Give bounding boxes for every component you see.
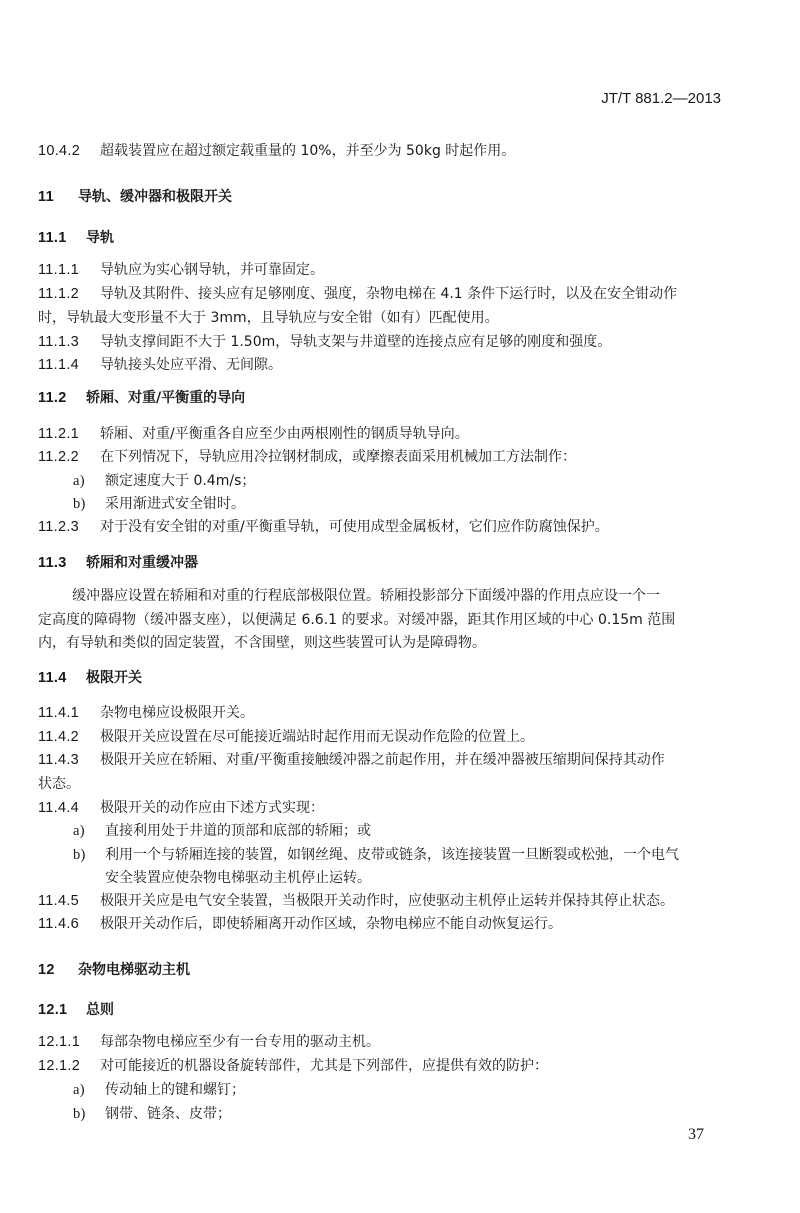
clause-text: 极限开关应设置在尽可能接近端站时起作用而无误动作危险的位置上。 [100, 729, 534, 745]
clause-text: 状态。 [38, 776, 80, 792]
clause-number: 11.4.3 [38, 752, 80, 768]
clause-text: 轿厢、对重/平衡重各自应至少由两根刚性的钢质导轨导向。 [100, 426, 469, 442]
clause-number: 11.2.1 [38, 426, 80, 442]
clause-text: 极限开关的动作应由下述方式实现： [100, 800, 324, 816]
clause-number: 11.1 [38, 230, 67, 246]
clause-text: 定高度的障碍物（缓冲器支座），以便满足 6.6.1 的要求。对缓冲器，距其作用区域的中心 0.15m 范围 [38, 612, 676, 628]
clause-text: 极限开关动作后，即使轿厢离开动作区域，杂物电梯应不能自动恢复运行。 [100, 916, 562, 932]
section-heading [38, 228, 720, 248]
clause-text: 钢带、链条、皮带； [105, 1106, 231, 1122]
clause-line [105, 868, 720, 888]
clause-number: 10.4.2 [38, 143, 81, 159]
clause-line [38, 332, 720, 352]
clause-text: 超载装置应在超过额定载重量的 10%，并至少为 50kg 时起作用。 [100, 143, 516, 159]
clause-number: 11.1.1 [38, 262, 80, 278]
clause-number: 11.4.1 [38, 705, 80, 721]
section-heading [38, 1000, 720, 1020]
clause-text: 每部杂物电梯应至少有一台专用的驱动主机。 [100, 1034, 380, 1050]
clause-line [38, 355, 720, 375]
clause-text: 导轨 [86, 230, 114, 246]
clause-number: b) [73, 1106, 86, 1122]
clause-text: 导轨接头处应平滑、无间隙。 [100, 357, 282, 373]
clause-text: 缓冲器应设置在轿厢和对重的行程底部极限位置。轿厢投影部分下面缓冲器的作用点应设一个一 [72, 588, 660, 604]
clause-number: b) [73, 847, 86, 863]
clause-line [38, 517, 720, 537]
clause-line [38, 727, 720, 747]
clause-number: b) [73, 496, 86, 512]
clause-line [38, 750, 720, 770]
clause-text: 极限开关应是电气安全装置，当极限开关动作时，应使驱动主机停止运转并保持其停止状态。 [100, 893, 674, 909]
clause-text: 导轨应为实心钢导轨，并可靠固定。 [100, 262, 324, 278]
clause-number: 11.4 [38, 670, 67, 686]
list-item [73, 845, 720, 865]
list-item [73, 1104, 720, 1124]
clause-number: 11.3 [38, 555, 67, 571]
clause-text: 安全装置应使杂物电梯驱动主机停止运转。 [105, 870, 371, 886]
clause-text: 轿厢、对重/平衡重的导向 [86, 390, 246, 406]
page-number: 37 [688, 1126, 704, 1143]
clause-line [38, 308, 720, 328]
clause-text: 导轨、缓冲器和极限开关 [78, 189, 232, 205]
clause-text: 轿厢和对重缓冲器 [86, 555, 198, 571]
clause-number: a) [73, 1082, 85, 1098]
clause-line [38, 798, 720, 818]
clause-text: 利用一个与轿厢连接的装置，如钢丝绳、皮带或链条，该连接装置一旦断裂或松弛，一个电气 [105, 847, 679, 863]
clause-number: a) [73, 823, 85, 839]
clause-line [38, 633, 720, 653]
clause-number: 11.1.3 [38, 334, 80, 350]
clause-line [38, 1032, 720, 1052]
clause-text: 导轨及其附件、接头应有足够刚度、强度，杂物电梯在 4.1 条件下运行时，以及在安全钳动作 [100, 286, 678, 302]
clause-number: 12 [38, 962, 55, 978]
clause-text: 额定速度大于 0.4m/s； [105, 473, 256, 489]
list-item [73, 471, 720, 491]
clause-text: 对可能接近的机器设备旋转部件，尤其是下列部件，应提供有效的防护： [100, 1058, 548, 1074]
clause-text: 杂物电梯驱动主机 [78, 962, 190, 978]
clause-text: 杂物电梯应设极限开关。 [100, 705, 254, 721]
clause-text: 采用渐进式安全钳时。 [105, 496, 245, 512]
clause-number: a) [73, 473, 85, 489]
clause-text: 极限开关 [86, 670, 142, 686]
clause-number: 11.2.3 [38, 519, 80, 535]
list-item [73, 494, 720, 514]
clause-number: 11.2.2 [38, 449, 80, 465]
document-code-header: JT/T 881.2—2013 [601, 90, 721, 107]
clause-number: 12.1 [38, 1002, 68, 1018]
clause-number: 11.2 [38, 390, 67, 406]
clause-text: 传动轴上的键和螺钉； [105, 1082, 245, 1098]
clause-line [38, 141, 720, 161]
clause-number: 12.1.1 [38, 1034, 81, 1050]
clause-text: 时，导轨最大变形量不大于 3mm，且导轨应与安全钳（如有）匹配使用。 [38, 310, 499, 326]
clause-number: 11.4.4 [38, 800, 80, 816]
clause-line [38, 1056, 720, 1076]
clause-line [38, 774, 720, 794]
clause-text: 在下列情况下，导轨应用冷拉钢材制成，或摩擦表面采用机械加工方法制作： [100, 449, 576, 465]
clause-number: 11 [38, 189, 54, 205]
section-heading [38, 960, 720, 980]
clause-text: 导轨支撑间距不大于 1.50m，导轨支架与井道壁的连接点应有足够的刚度和强度。 [100, 334, 612, 350]
list-item [73, 1080, 720, 1100]
clause-text: 极限开关应在轿厢、对重/平衡重接触缓冲器之前起作用，并在缓冲器被压缩期间保持其动作 [100, 752, 665, 768]
clause-number: 12.1.2 [38, 1058, 81, 1074]
clause-text: 对于没有安全钳的对重/平衡重导轨，可使用成型金属板材，它们应作防腐蚀保护。 [100, 519, 609, 535]
clause-number: 11.4.5 [38, 893, 80, 909]
clause-line [72, 586, 720, 606]
clause-number: 11.1.4 [38, 357, 80, 373]
clause-number: 11.4.2 [38, 729, 80, 745]
clause-number: 11.1.2 [38, 286, 80, 302]
clause-line [38, 447, 720, 467]
clause-line [38, 914, 720, 934]
clause-text: 直接利用处于井道的顶部和底部的轿厢；或 [105, 823, 371, 839]
clause-text: 内，有导轨和类似的固定装置，不含围壁，则这些装置可认为是障碍物。 [38, 635, 486, 651]
section-heading [38, 668, 720, 688]
list-item [73, 821, 720, 841]
clause-line [38, 284, 720, 304]
section-heading [38, 388, 720, 408]
section-heading [38, 553, 720, 573]
clause-line [38, 891, 720, 911]
clause-line [38, 610, 720, 630]
clause-text: 总则 [86, 1002, 114, 1018]
section-heading [38, 187, 720, 207]
clause-line [38, 260, 720, 280]
clause-line [38, 703, 720, 723]
clause-number: 11.4.6 [38, 916, 80, 932]
clause-line [38, 424, 720, 444]
